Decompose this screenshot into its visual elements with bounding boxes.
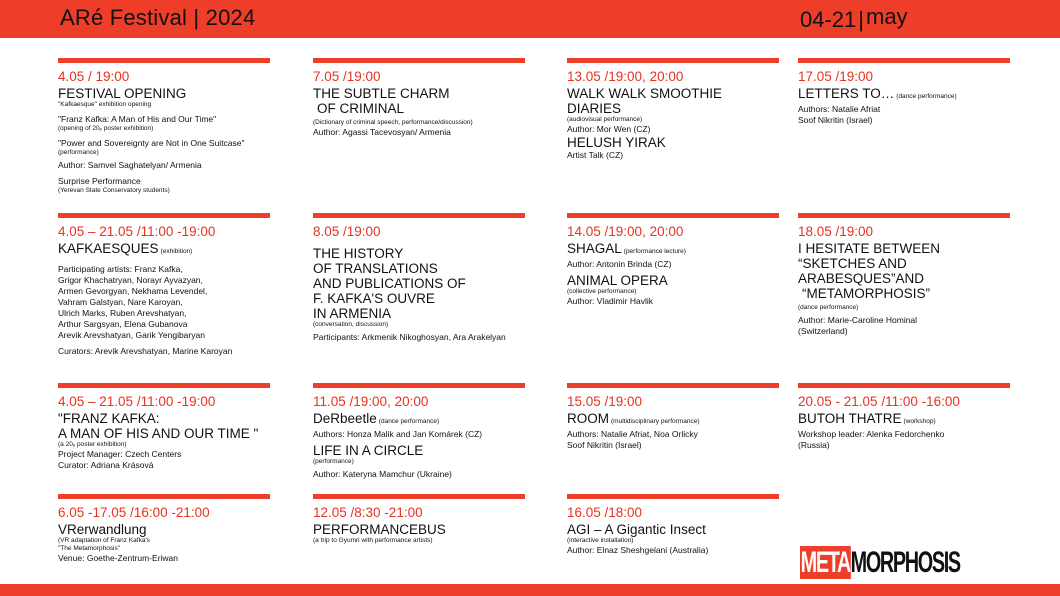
- event-card-performancebus: [313, 494, 525, 545]
- event-tag: (exhibition): [160, 248, 193, 255]
- festival-dates: [800, 4, 908, 33]
- event-note: (Dictionary of criminal speech, performance/discussion): [313, 119, 473, 126]
- event-title: IN ARMENIA: [313, 306, 392, 321]
- event-note: (opening of 20ₑ poster exhibition): [58, 125, 154, 132]
- event-title: ANIMAL OPERA: [567, 273, 668, 288]
- header-bar: [0, 0, 1060, 38]
- event-title: OF CRIMINAL: [317, 101, 405, 116]
- artist-line: Armen Gevorgyan, Nekhama Levendel,: [58, 286, 208, 296]
- event-participants: Participants: Arkmenik Nikoghosyan, Ara Arakelyan: [313, 332, 506, 342]
- event-title: I HESITATE BETWEEN: [798, 241, 941, 256]
- event-author: (Russia): [798, 440, 830, 450]
- event-title: AND PUBLICATIONS OF: [313, 276, 466, 291]
- event-card-agi: [567, 494, 779, 556]
- artist-line: Ulrich Marks, Ruben Arevshatyan,: [58, 308, 187, 318]
- event-author: Author: Elnaz Sheshgelani (Australia): [567, 545, 709, 555]
- event-date: 8.05 /19:00: [313, 224, 381, 239]
- card-rule: [567, 58, 779, 63]
- event-author: Author: Mor Wen (CZ): [567, 124, 651, 134]
- event-title: F. KAFKA'S OUVRE: [313, 291, 435, 306]
- curators-line: Curators: Arevik Arevshatyan, Marine Karoyan: [58, 346, 233, 356]
- metamorphosis-logo: [800, 545, 960, 581]
- event-card-subtle-charm: [313, 58, 525, 138]
- event-note: (performance): [58, 149, 99, 156]
- event-card-history-translations: [313, 213, 525, 343]
- event-subtitle: "Franz Kafka: A Man of His and Our Time": [58, 114, 217, 124]
- event-card-franz-kafka-poster: [58, 383, 270, 471]
- event-title: "FRANZ KAFKA:: [58, 411, 160, 426]
- event-date: 4.05 / 19:00: [58, 69, 130, 84]
- footer-bar: [0, 584, 1060, 596]
- event-subtitle: "Power and Sovereignty are Not in One Suitcase": [58, 138, 245, 148]
- card-rule: [58, 213, 270, 218]
- event-title: KAFKAESQUES: [58, 241, 159, 256]
- event-note: (a trip to Gyumri with performance artists): [313, 537, 433, 544]
- event-note: (dance performance): [798, 304, 859, 311]
- event-card-vrerwandlung: [58, 494, 270, 564]
- card-rule: [313, 213, 525, 218]
- event-title: A MAN OF HIS AND OUR TIME ": [58, 426, 259, 441]
- card-rule: [313, 494, 525, 499]
- event-title-line: [313, 411, 525, 429]
- card-rule: [313, 58, 525, 63]
- event-date: 4.05 – 21.05 /11:00 -19:00: [58, 224, 216, 239]
- event-date: 6.05 -17.05 /16:00 -21:00: [58, 505, 210, 520]
- artist-line: Vahram Galstyan, Nare Karoyan,: [58, 297, 183, 307]
- event-date: 7.05 /19:00: [313, 69, 381, 84]
- event-date: 16.05 /18:00: [567, 505, 643, 520]
- event-title-line: [798, 411, 1010, 429]
- artist-line: Participating artists: Franz Kafka,: [58, 264, 183, 274]
- event-title-line: [798, 86, 1010, 104]
- event-card-kafkaesques: [58, 213, 270, 357]
- event-note: (Yerevan State Conservatory students): [58, 187, 170, 194]
- event-title: VRerwandlung: [58, 522, 147, 537]
- logo-morphosis: MORPHOSIS: [850, 546, 960, 579]
- artist-line: Arevik Arevshatyan, Garik Yengibaryan: [58, 330, 205, 340]
- event-title: OF TRANSLATIONS: [313, 261, 438, 276]
- event-author: Author: Kateryna Mamchur (Ukraine): [313, 469, 452, 479]
- event-subtitle: Surprise Performance: [58, 176, 141, 186]
- logo-meta: META: [800, 546, 851, 579]
- card-rule: [58, 58, 270, 63]
- event-title: DIARIES: [567, 101, 622, 116]
- event-title: DeRbeetle: [313, 411, 377, 426]
- event-card-festival-opening: [58, 58, 270, 195]
- event-date: 4.05 – 21.05 /11:00 -19:00: [58, 394, 216, 409]
- event-card-butoh-theatre: [798, 383, 1010, 451]
- event-card-i-hesitate: [798, 213, 1010, 337]
- event-date: 13.05 /19:00, 20:00: [567, 69, 684, 84]
- event-author: Project Manager: Czech Centers: [58, 449, 182, 459]
- event-author: Author: Samvel Saghatelyan/ Armenia: [58, 160, 202, 170]
- event-title: “METAMORPHOSIS”: [802, 286, 930, 301]
- festival-title: ARé Festival | 2024: [60, 5, 256, 30]
- event-note: Artist Talk (CZ): [567, 150, 624, 160]
- event-venue: Venue: Goethe-Zentrum-Eriwan: [58, 553, 179, 563]
- event-author: Author: Marie-Caroline Hominal: [798, 315, 918, 325]
- event-card-shagal: [567, 213, 779, 307]
- event-tag: (workshop): [903, 418, 936, 425]
- artist-line: Arthur Sargsyan, Elena Gubanova: [58, 319, 188, 329]
- event-note: (collective performance): [567, 288, 637, 295]
- event-note: (VR adaptation of Franz Kafka's: [58, 537, 150, 544]
- event-date: 20.05 - 21.05 /11:00 -16:00: [798, 394, 960, 409]
- event-author: Soof Nikritin (Israel): [567, 440, 642, 450]
- event-note: (performance): [313, 458, 354, 465]
- card-rule: [567, 213, 779, 218]
- artist-line: Grigor Khachatryan, Norayr Ayvazyan,: [58, 275, 203, 285]
- event-title: “SKETCHES AND: [798, 256, 907, 271]
- event-author: Curator: Adriana Krásová: [58, 460, 154, 470]
- event-author: Authors: Natalie Afriat, Noa Orlicky: [567, 429, 698, 439]
- event-author: Soof Nikritin (Israel): [798, 115, 873, 125]
- event-title: THE SUBTLE CHARM: [313, 86, 450, 101]
- event-title: FESTIVAL OPENING: [58, 86, 187, 101]
- event-title: HELUSH YIRAK: [567, 135, 666, 150]
- date-range: 04-21: [800, 7, 857, 32]
- event-note: "The Metamorphosis": [58, 545, 121, 552]
- event-title: WALK WALK SMOOTHIE: [567, 86, 723, 101]
- card-rule: [798, 213, 1010, 218]
- event-tag: (dance performance): [896, 93, 957, 100]
- event-tag: (multidisciplinary performance): [611, 418, 700, 425]
- event-note: "Kafkaesque" exhibition opening: [58, 101, 152, 108]
- card-rule: [798, 383, 1010, 388]
- event-title: LIFE IN A CIRCLE: [313, 443, 424, 458]
- card-rule: [58, 494, 270, 499]
- event-note: (conversation, discussion): [313, 321, 389, 328]
- month-label: may: [866, 4, 908, 29]
- event-card-walk-walk: [567, 58, 779, 161]
- event-title: BUTOH THATRE: [798, 411, 902, 426]
- event-title: ARABESQUES”AND: [798, 271, 925, 286]
- card-rule: [313, 383, 525, 388]
- event-title-line: [567, 411, 779, 429]
- event-title: PERFORMANCEBUS: [313, 522, 446, 537]
- event-author: Workshop leader: Alenka Fedorchenko: [798, 429, 945, 439]
- event-title-line: [58, 241, 270, 259]
- card-rule: [567, 383, 779, 388]
- event-card-derbeetle: [313, 383, 525, 480]
- card-rule: [58, 383, 270, 388]
- event-card-room: [567, 383, 779, 451]
- card-rule: [798, 58, 1010, 63]
- event-card-letters-to: [798, 58, 1010, 126]
- event-note: (a 20ₑ poster exhibition): [58, 441, 127, 448]
- event-title: AGI – A Gigantic Insect: [567, 522, 706, 537]
- event-author: Author: Vladimir Havlik: [567, 296, 653, 306]
- event-title: ROOM: [567, 411, 609, 426]
- event-title: SHAGAL: [567, 241, 622, 256]
- event-note: (audiovisual performance): [567, 116, 643, 123]
- event-author: Authors: Natalie Afriat: [798, 104, 881, 114]
- event-author: Author: Agassi Tacevosyan/ Armenia: [313, 127, 451, 137]
- event-title: LETTERS TO…: [798, 86, 895, 101]
- event-tag: (performance lecture): [623, 248, 686, 255]
- event-author: Authors: Honza Malik and Jan Komárek (CZ): [313, 429, 483, 439]
- event-date: 18.05 /19:00: [798, 224, 874, 239]
- card-rule: [567, 494, 779, 499]
- event-date: 14.05 /19:00, 20:00: [567, 224, 684, 239]
- event-date: 15.05 /19:00: [567, 394, 643, 409]
- event-tag: (dance performance): [378, 418, 440, 425]
- date-separator: |: [858, 7, 864, 32]
- event-title-line: [567, 241, 779, 259]
- event-date: 11.05 /19:00, 20:00: [313, 394, 429, 409]
- event-author: (Switzerland): [798, 326, 848, 336]
- event-author: Author: Antonin Brinda (CZ): [567, 259, 672, 269]
- event-date: 17.05 /19:00: [798, 69, 874, 84]
- event-date: 12.05 /8:30 -21:00: [313, 505, 423, 520]
- event-note: (interactive installation): [567, 537, 634, 544]
- event-title: THE HISTORY: [313, 246, 404, 261]
